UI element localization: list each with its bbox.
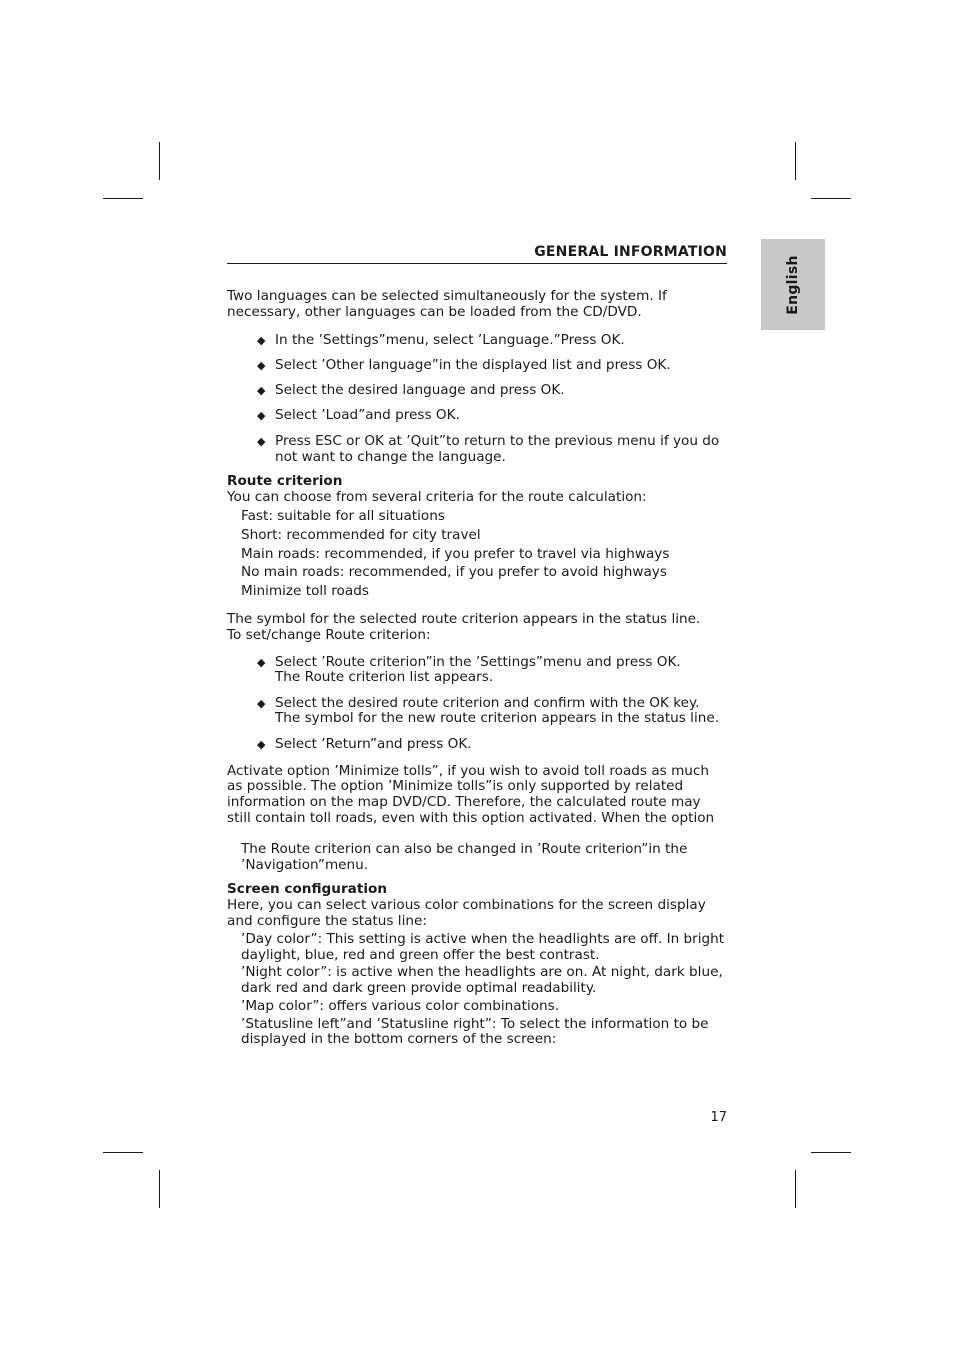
- list-item: ◆ Press ESC or OK at ’Quit”to return to the previous menu if you do not want to change the language.: [257, 432, 720, 465]
- page-body: [227, 289, 727, 1048]
- diamond-bullet-icon: ◆: [257, 434, 266, 448]
- screen-option: ’Day color”: This setting is active when the headlights are off. In bright daylight, blue, red and green offer the best contrast.: [241, 930, 725, 963]
- crop-mark-bottom-left-vertical: [159, 1170, 160, 1208]
- screen-options-list: [227, 932, 727, 1049]
- route-option: No main roads: recommended, if you prefer to avoid highways: [241, 564, 667, 581]
- diamond-bullet-icon: ◆: [257, 409, 266, 423]
- route-option: Minimize toll roads: [241, 583, 369, 600]
- crop-mark-bottom-right-horizontal: [811, 1152, 851, 1153]
- screen-option: ’Map color”: offers various color combinations.: [241, 997, 560, 1014]
- route-criterion-heading: Route criterion: [227, 473, 343, 490]
- route-criterion-note: The Route criterion can also be changed in ’Route criterion”in the ’Navigation”menu.: [241, 840, 688, 873]
- route-options-list: [227, 509, 727, 600]
- header-rule: [227, 263, 727, 264]
- screen-option: ’Night color”: is active when the headlights are on. At night, dark blue, dark red and dark green provide optimal readability.: [241, 964, 723, 997]
- crop-mark-bottom-left-horizontal: [103, 1152, 143, 1153]
- language-steps-list: [227, 333, 727, 466]
- screen-option: ’Statusline left”and ’Statusline right”: To select the information to be displayed in the bottom corners of the screen:: [241, 1015, 709, 1048]
- diamond-bullet-icon: ◆: [257, 655, 266, 669]
- crop-mark-top-left-horizontal: [103, 198, 143, 199]
- language-side-tab: [761, 239, 825, 330]
- screen-configuration-heading: Screen configuration: [227, 881, 388, 898]
- language-side-tab-label: English: [785, 254, 801, 315]
- screen-configuration-intro: Here, you can select various color combinations for the screen display and configure the status line:: [227, 897, 706, 929]
- diamond-bullet-icon: ◆: [257, 384, 266, 398]
- route-option: Main roads: recommended, if you prefer to travel via highways: [241, 545, 670, 562]
- page-number: 17: [710, 1110, 727, 1125]
- list-item: ◆ In the ’Settings”menu, select ’Language.”Press OK.: [257, 331, 625, 348]
- diamond-bullet-icon: ◆: [257, 737, 266, 751]
- route-steps-list: [227, 655, 727, 753]
- route-criterion-intro: You can choose from several criteria for the route calculation:: [227, 489, 647, 506]
- crop-mark-top-right-horizontal: [811, 198, 851, 199]
- section-header-title: GENERAL INFORMATION: [534, 244, 727, 260]
- route-option: Short: recommended for city travel: [241, 526, 481, 543]
- list-item: ◆ Select ’Route criterion”in the ’Settings”menu and press OK. The Route criterion list appears.: [257, 653, 681, 686]
- list-item: ◆ Select ’Return”and press OK.: [257, 735, 472, 752]
- crop-mark-top-left-vertical: [159, 142, 160, 180]
- list-item: ◆ Select ’Load”and press OK.: [257, 407, 460, 424]
- route-set-change-text: To set/change Route criterion:: [227, 626, 431, 643]
- route-option: Fast: suitable for all situations: [241, 507, 445, 524]
- intro-paragraph: Two languages can be selected simultaneously for the system. If necessary, other languages can be loaded from the CD/DVD.: [227, 288, 667, 320]
- crop-mark-top-right-vertical: [795, 142, 796, 180]
- diamond-bullet-icon: ◆: [257, 358, 266, 372]
- list-item: ◆ Select the desired route criterion and confirm with the OK key. The symbol for the new route criterion appears in the status line.: [257, 694, 720, 727]
- list-item: ◆ Select ’Other language”in the displayed list and press OK.: [257, 356, 671, 373]
- minimize-tolls-paragraph: Activate option ’Minimize tolls”, if you wish to avoid toll roads as much as possible. The option ’Minimize tolls”is only supported by related information on the map DVD/CD. Therefore, the calculated route may still contain toll roads, even with this option activated. When the option: [227, 762, 715, 826]
- diamond-bullet-icon: ◆: [257, 696, 266, 710]
- crop-mark-bottom-right-vertical: [795, 1170, 796, 1208]
- diamond-bullet-icon: ◆: [257, 333, 266, 347]
- route-status-text: The symbol for the selected route criterion appears in the status line.: [227, 610, 701, 627]
- list-item: ◆ Select the desired language and press OK.: [257, 382, 565, 399]
